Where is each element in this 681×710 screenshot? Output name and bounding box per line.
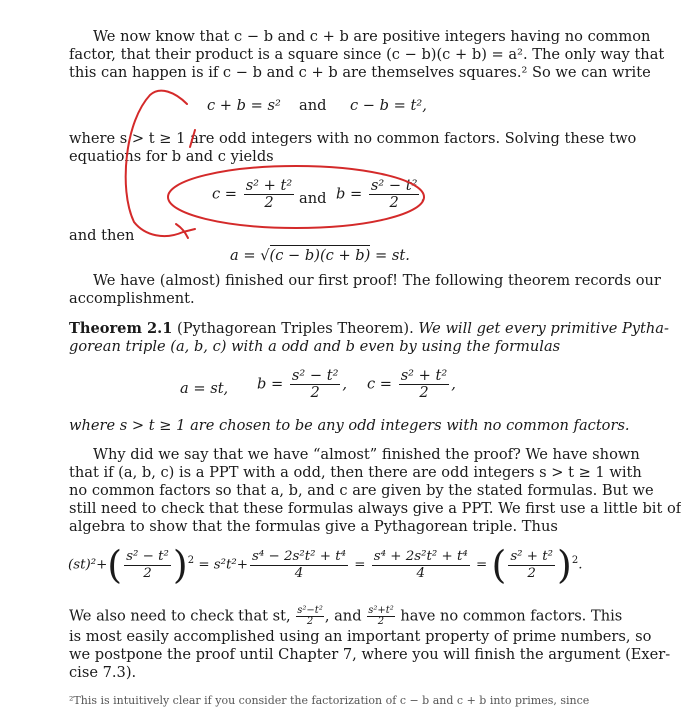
eq4-frac2-numerator: s⁴ − 2s²t² + t⁴ (252, 548, 346, 564)
para5-line2: is most easily accomplished using an important property of prime numbers, so (69, 628, 652, 645)
para2-line1: where s > t ≥ 1 are odd integers with no common factors. Solving these two (69, 130, 637, 147)
eq4-right-paren2: ) (557, 543, 572, 587)
theorem-line2: gorean triple (a, b, c) with a odd and b even by using the formulas (69, 338, 561, 355)
theorem-name: (Pythagorean Triples Theorem). (177, 320, 414, 337)
para5-frac-b-numerator: s²+t² (368, 605, 394, 616)
eq1-left: c + b = s² (207, 97, 281, 114)
eq1-and: and (299, 97, 327, 114)
para5-frac-a-numerator: s²−t² (297, 605, 323, 616)
para1-line1: We now know that c − b and c + b are positive integers having no common (93, 28, 651, 45)
eq2-b-numerator: s² − t² (370, 177, 418, 194)
para4-line1: Why did we say that we have “almost” finished the proof? We have shown (93, 446, 640, 463)
para5-line4: cise 7.3). (69, 664, 137, 681)
eq4-exponent1: 2 (187, 555, 195, 567)
para5-line3: we postpone the proof until Chapter 7, where you will finish the argument (Exer- (69, 646, 671, 663)
theorem-b-numerator: s² − t² (291, 367, 339, 384)
para5-text-b: , and (324, 607, 362, 625)
theorem-b-denominator: 2 (310, 384, 320, 401)
theorem-b-comma: , (342, 375, 348, 393)
eq4-frac3-numerator: s⁴ + 2s²t² + t⁴ (373, 548, 468, 564)
theorem-statement-start: We will get every primitive Pytha- (418, 320, 669, 337)
eq2-c-lhs: c = (212, 185, 238, 203)
para5-frac-b-denominator: 2 (377, 616, 385, 627)
theorem-c-comma: , (451, 375, 456, 393)
eq2-c-numerator: s² + t² (245, 177, 293, 194)
eq4-left-paren: ( (107, 543, 123, 587)
eq2-b-lhs: b = (336, 185, 363, 203)
eq4-term2: = s²t²+ (198, 557, 249, 573)
annotation-ellipse (168, 166, 427, 228)
eq2-b-denominator: 2 (389, 194, 399, 211)
theorem-c-numerator: s² + t² (400, 367, 448, 384)
eq4-frac1-numerator: s² − t² (126, 548, 169, 564)
theorem-formula-a: a = st, (180, 380, 229, 397)
eq4-frac1-denominator: 2 (143, 565, 152, 581)
eq2-c-denominator: 2 (264, 194, 274, 211)
eq3-rhs: = st. (375, 247, 410, 264)
annotation-strike-stroke (190, 130, 195, 147)
eq3-lhs: a = (230, 247, 256, 264)
para1-line2: factor, that their product is a square since (c − b)(c + b) = a². The only way that (69, 46, 665, 63)
para3-line2: accomplishment. (69, 290, 195, 307)
annotation-hook-stroke (126, 91, 195, 236)
eq4-exponent2: 2 (571, 555, 579, 567)
eq4-period: . (578, 557, 583, 573)
para4-line3: no common factors so that a, b, and c are given by the stated formulas. But we (69, 482, 654, 499)
eq4-term1: (st)²+ (68, 557, 108, 573)
para2-line2: equations for b and c yields (69, 148, 274, 165)
theorem-label: Theorem 2.1 (69, 320, 173, 337)
eq4-left-paren2: ( (491, 543, 507, 587)
eq4-equals-b: = (475, 557, 488, 573)
theorem-line3: where s > t ≥ 1 are chosen to be any odd integers with no common factors. (69, 417, 630, 434)
para3-line1: We have (almost) finished our first proof! The following theorem records our (93, 272, 661, 289)
eq2-comma: , (421, 185, 427, 203)
eq4-right-paren: ) (172, 543, 188, 587)
theorem-c-denominator: 2 (419, 384, 429, 401)
para1-line3: this can happen is if c − b and c + b are themselves squares.² So we can write (69, 64, 651, 81)
eq4-frac4-numerator: s² + t² (510, 548, 554, 564)
eq4-frac3-denominator: 4 (416, 565, 425, 581)
and-then-text: and then (69, 227, 135, 244)
para5-text-c: have no common factors. This (400, 607, 623, 625)
eq4-equals-a: = (354, 557, 366, 573)
theorem-b-lhs: b = (257, 375, 284, 393)
para4-line2: that if (a, b, c) is a PPT with a odd, then there are odd integers s > t ≥ 1 with (69, 464, 642, 481)
eq2-and: and (299, 190, 327, 207)
para5-frac-a-denominator: 2 (306, 616, 314, 627)
eq1-right: c − b = t², (350, 97, 427, 114)
para5-text-a: We also need to check that st, (69, 607, 291, 625)
sqrt-sign-icon: √ (260, 247, 270, 264)
para4-line4: still need to check that these formulas always give a PPT. We first use a little bit of (69, 500, 681, 517)
para4-line5: algebra to show that the formulas give a Pythagorean triple. Thus (69, 518, 558, 535)
eq4-frac2-denominator: 4 (294, 565, 304, 581)
eq4-frac4-denominator: 2 (527, 565, 536, 581)
footnote: ²This is intuitively clear if you consider the factorization of c − b and c + b into primes, since (69, 694, 590, 707)
theorem-c-lhs: c = (367, 375, 393, 393)
eq3-radicand: (c − b)(c + b) (269, 247, 371, 264)
